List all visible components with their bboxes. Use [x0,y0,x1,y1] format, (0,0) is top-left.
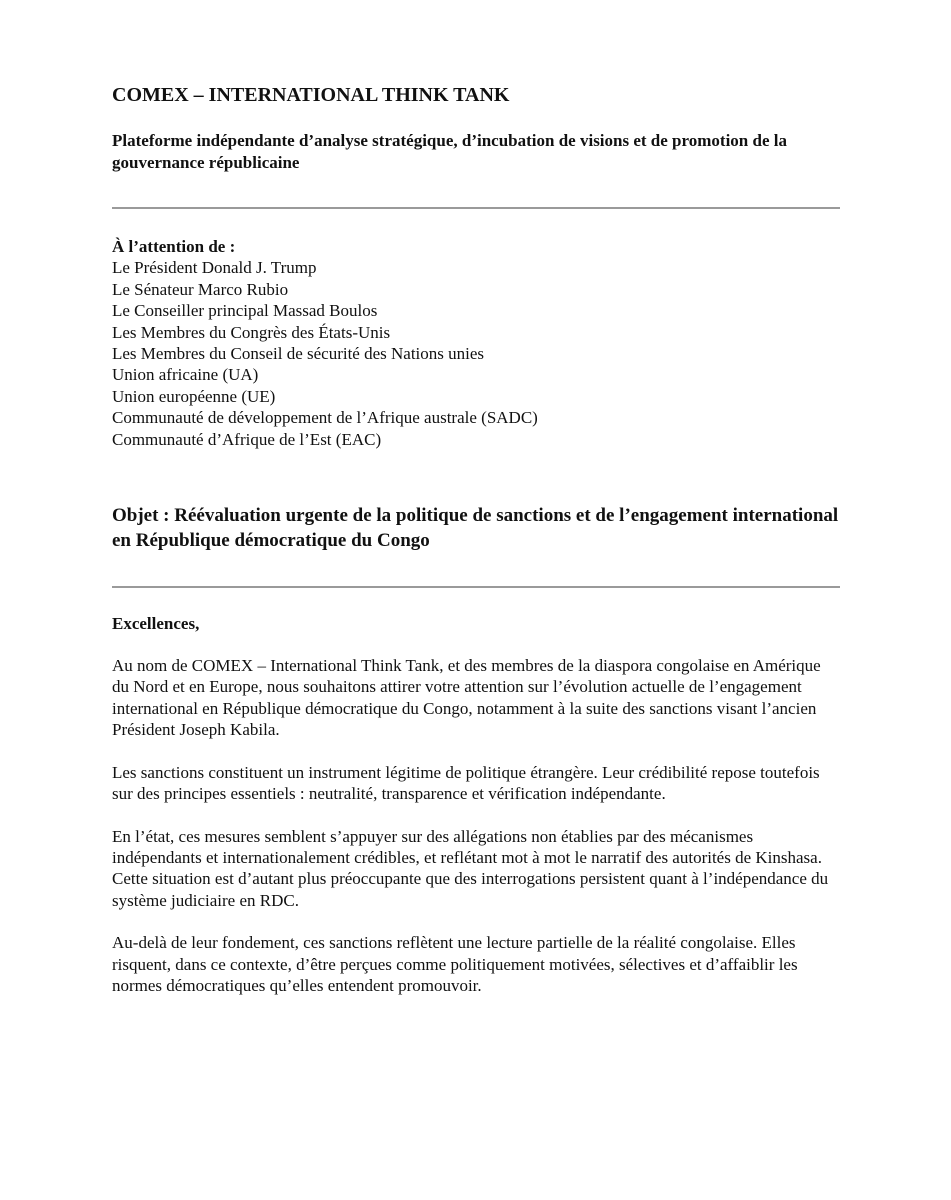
recipient-item: Le Conseiller principal Massad Boulos [112,301,378,321]
recipient-item: Le Président Donald J. Trump [112,258,317,278]
subject-line: Objet : Réévaluation urgente de la politique de sanctions et de l’engagement international en République démocratique du Congo [112,505,839,552]
body-paragraph: Au nom de COMEX – International Think Tank, et des membres de la diaspora congolaise en Amérique du Nord et en Europe, nous souhaitons attirer votre attention sur l’évolution actuelle de l’engagement international en République démocratique du Congo, notamment à la suite des sanctions visant l’ancien Président Joseph Kabila. [112,656,821,740]
recipients-block [112,236,840,450]
recipient-item: Union africaine (UA) [112,365,259,385]
recipients-list [112,257,840,450]
organization-title: COMEX – INTERNATIONAL THINK TANK [112,84,510,106]
recipient-item: Le Sénateur Marco Rubio [112,279,289,299]
recipient-item: Communauté d’Afrique de l’Est (EAC) [112,429,382,449]
letter-page [112,82,840,996]
recipient-item: Union européenne (UE) [112,386,276,406]
body-paragraph: En l’état, ces mesures semblent s’appuyer sur des allégations non établies par des mécanismes indépendants et internationalement crédibles, et reflétant mot à mot le narratif des autorités de Kinshasa. Cette situation est d’autant plus préoccupante que des interrogations persistent quant à l’indépendance du système judiciaire en RDC. [112,826,829,910]
recipients-heading: À l’attention de : [112,237,236,256]
recipient-item: Communauté de développement de l’Afrique australe (SADC) [112,408,538,428]
recipient-item: Les Membres du Conseil de sécurité des Nations unies [112,344,485,364]
organization-subtitle: Plateforme indépendante d’analyse stratégique, d’incubation de visions et de promotion de la gouvernance républicaine [112,131,787,172]
header-divider [112,207,840,209]
subject-divider [112,586,840,588]
body-paragraph: Au-delà de leur fondement, ces sanctions reflètent une lecture partielle de la réalité congolaise. Elles risquent, dans ce contexte, d’être perçues comme politiquement motivées, sélectives et d’affaiblir les normes démocratiques qu’elles entendent promouvoir. [112,933,798,995]
salutation: Excellences, [112,614,200,634]
body-paragraph: Les sanctions constituent un instrument légitime de politique étrangère. Leur crédibilité repose toutefois sur des principes essentiels : neutralité, transparence et vérification indépendante. [112,762,820,804]
recipient-item: Les Membres du Congrès des États-Unis [112,322,391,342]
